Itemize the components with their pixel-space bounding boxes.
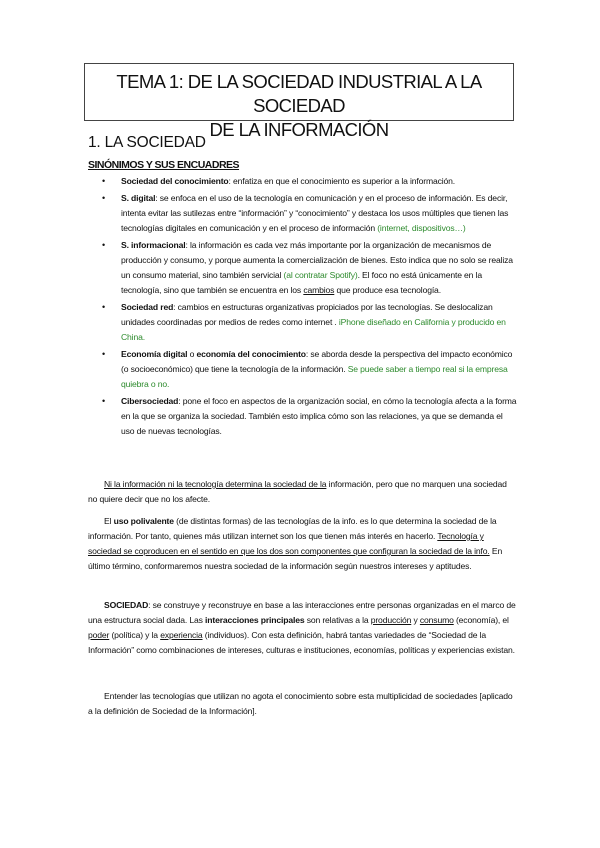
list-item — [88, 347, 518, 392]
list-item — [88, 238, 518, 298]
bullet-text: : enfatiza en que el conocimiento es superior a la información. — [228, 176, 456, 186]
bullet-text: . El foco no está únicamente en la tecnología, sino que también se encuentra en los — [121, 270, 482, 295]
paragraph-underlined: Tecnología y sociedad se coproducen en el sentido en que los dos son componentes que configuran la sociedad de la info. — [88, 531, 490, 556]
bullet-example: iPhone diseñado en California y producido en China. — [121, 317, 506, 342]
bullet-underlined: cambios — [303, 285, 335, 295]
paragraph-text: (política) y la — [109, 630, 161, 640]
paragraph-text: El — [104, 516, 114, 526]
list-item — [88, 191, 518, 236]
bullet-text: : se aborda desde la perspectiva del impacto económico (o socioeconómico) que tiene la tecnología de la información. — [121, 349, 513, 374]
paragraph-underlined: Ni la información ni la tecnología determina la sociedad de la — [104, 479, 327, 489]
paragraph-2 — [88, 514, 516, 574]
paragraph-bold: SOCIEDAD — [104, 600, 149, 610]
bullet-text: : se enfoca en el uso de la tecnología en comunicación y en el proceso de información. Es decir, intenta evitar las sutilezas entre “información” y “conocimiento” y destaca los usos múltiples que tienen las tecnologías digitales en comunicación y en el proceso de información — [121, 193, 509, 233]
paragraph-text: : se construye y reconstruye en base a las interacciones entre personas organizadas en el marco de una estructura social dada. Las — [88, 600, 516, 625]
bullet-text: que produce esa tecnología. — [334, 285, 441, 295]
bullet-term: S. informacional — [121, 240, 186, 250]
bullet-term-2: economía del conocimiento — [196, 349, 306, 359]
bullet-icon: • — [102, 302, 106, 312]
bullet-term: Sociedad red — [121, 302, 174, 312]
bullet-example: (al contratar Spotify) — [283, 270, 358, 280]
list-item — [88, 174, 518, 189]
bullet-term: S. digital — [121, 193, 156, 203]
bullet-icon: • — [102, 240, 106, 250]
paragraph-underlined: consumo — [419, 615, 454, 625]
list-item — [88, 300, 518, 345]
section-heading: 1. LA SOCIEDAD — [88, 134, 206, 151]
paragraph-text: En último término, conformaremos nuestra sociedad de la información según nuestros intereses y aptitudes. — [88, 546, 503, 571]
paragraph-bold: uso polivalente — [113, 516, 174, 526]
bullet-icon: • — [102, 176, 106, 186]
bullet-term: Cibersociedad — [121, 396, 179, 406]
bullet-icon: • — [102, 193, 106, 203]
bullet-term: Sociedad del conocimiento — [121, 176, 229, 186]
list-item — [88, 394, 518, 439]
bullet-term: Economía digital — [121, 349, 188, 359]
bullet-example: Se puede saber a tiempo real si la empresa quiebra o no. — [121, 364, 508, 389]
bullet-text: : pone el foco en aspectos de la organización social, en cómo la tecnología afecta a la forma en la que se organiza la sociedad. También esto implica cómo son las relaciones, ya que se demanda el uso de nuevas tecnologías. — [121, 396, 517, 436]
title-line-2: DE LA INFORMACIÓN — [209, 119, 389, 140]
paragraph-underlined: poder — [88, 630, 110, 640]
paragraph-3 — [88, 598, 516, 658]
bullet-text: : cambios en estructuras organizativas propiciados por las tecnologías. Se deslocalizan unidades coordinadas por medios de redes como internet . — [121, 302, 493, 327]
paragraph-underlined: experiencia — [160, 630, 203, 640]
bullet-text: : la información es cada vez más importante por la organización de mecanismos de producción y consumo, y porque aumenta la comercialización de bienes. Esto indica que no solo se realiza un consumo material, sino también servicial — [121, 240, 513, 280]
paragraph-4: Entender las tecnologías que utilizan no agota el conocimiento sobre esta multiplicidad de sociedades [aplicado a la definición de Sociedad de la Información]. — [88, 691, 513, 716]
bullet-connector: o — [187, 349, 197, 359]
title-line-1: TEMA 1: DE LA SOCIEDAD INDUSTRIAL A LA SOCIEDAD — [116, 71, 482, 116]
bullet-example: (internet, dispositivos…) — [377, 223, 466, 233]
paragraph-text: y — [411, 615, 420, 625]
paragraph-underlined: producción — [370, 615, 412, 625]
paragraph-text: son relativas a la — [304, 615, 371, 625]
paragraph-1 — [88, 477, 516, 507]
bullet-icon: • — [102, 349, 106, 359]
paragraph-bold: interacciones principales — [205, 615, 305, 625]
paragraph-text: (economía), el — [453, 615, 509, 625]
synonyms-list — [88, 174, 518, 441]
title-box — [84, 63, 514, 140]
subheading: SINÓNIMOS Y SUS ENCUADRES — [88, 159, 240, 171]
paragraph-text: (individuos). Con esta definición, habrá tantas variedades de “Sociedad de la Información” como combinaciones de intereses, culturas e instituciones, economías, políticas y experiencias existan. — [88, 630, 515, 655]
paragraph-text: información, pero que no marquen una sociedad no quiere decir que no los afecte. — [88, 479, 507, 504]
bullet-icon: • — [102, 396, 106, 406]
paragraph-text: (de distintas formas) de las tecnologías de la info. es lo que determina la sociedad de la información. Por tanto, quienes más utilizan internet son los que tienen más interés en hacerlo. — [88, 516, 497, 541]
